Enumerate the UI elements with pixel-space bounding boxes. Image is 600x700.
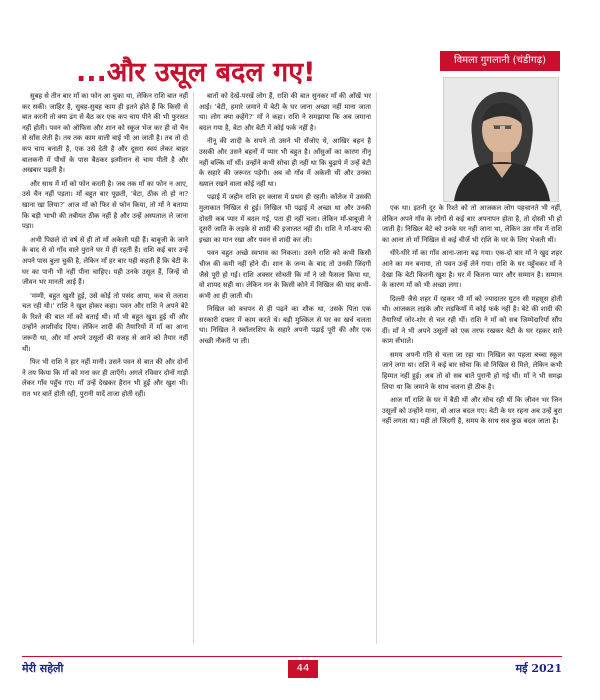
paragraph: दिल्ली जैसे शहर में रहकर भी माँ को ज्यादातर घुटन सी महसूस होती थी। आजकल लड़के और लड़कियाँ में कोई फर्क नहीं है। बेटे की शादी की तैयारियाँ जोर-शोर से चल रही थीं। राशि ने माँ को सब जिम्मेदारियाँ सौंप दीं। माँ ने भी अपने उसूलों को एक तरफ रखकर बेटी के घर रहकर सारे काम सँभाले।: [382, 294, 562, 346]
paragraph: समय अपनी गति से चला जा रहा था। निखिल का पहला बच्चा स्कूल जाने लगा था। राशि ने कई बार सोचा कि वो निखिल से मिले, लेकिन कभी हिम्मत नहीं हुई। अब तो वो सब बातें पुरानी हो गई थीं। माँ ने भी समझ लिया था कि जमाने के साथ चलना ही ठीक है।: [382, 350, 562, 391]
paragraph: फिर भी राशि ने हार नहीं मानी। उसने पवन से बात की और दोनों ने तय किया कि माँ को मना कर ही लाएँगे। अगले रविवार दोनों गाड़ी लेकर गाँव पहुँच गए। माँ उन्हें देखकर हैरान भी हुईं और खुश भी। रात भर बातें होती रहीं, पुरानी यादें ताजा होती रहीं।: [22, 358, 188, 399]
article-title: ...और उसूल बदल गए!: [76, 57, 316, 88]
magazine-name: मेरी सहेली: [22, 662, 64, 675]
article-body: [22, 91, 562, 646]
text-column-2: [199, 91, 371, 646]
paragraph: धीरे-धीरे माँ का गाँव आना-जाना बढ़ गया। एक-दो बार माँ ने खुद शहर आने का मन बनाया, तो पवन उन्हें लेने गया। राशि के घर पहुँचकर माँ ने देखा कि बेटी कितनी खुश है। घर में कितना प्यार और सम्मान है। सम्मान के कारण माँ को भी अच्छा लगा।: [382, 249, 562, 290]
paragraph: निखिल को बचपन से ही पढ़ने का शौक था, उसके पिता एक सरकारी दफ्तर में काम करते थे। बड़ी मुश्किल से घर का खर्च चलता था। निखिल ने स्कॉलरशिप के सहारे अपनी पढ़ाई पूरी की और एक अच्छी नौकरी पा ली।: [199, 305, 371, 346]
author-byline: विमला गुगलानी (चंडीगढ़): [440, 51, 560, 71]
paragraph: एक था। इतनी दूर के रिश्ते को तो आजकल लोग पहचानते भी नहीं, लेकिन अपने गाँव के लोगों से कई बार अपनापन होता है, तो दोस्ती भी हो जाती है। निखिल बेटे को उनके घर नहीं जाना था, लेकिन उस गाँव में राशि का आना तो माँ निखिल से कई चीजें भी राशि के घर के लिए भेजती थीं।: [382, 204, 562, 244]
paragraph: पवन बहुत अच्छे स्वभाव का निकला। उसने राशि को कभी किसी चीज की कमी नहीं होने दी। शान के जन्म के बाद तो उनकी जिंदगी जैसे पूरी हो गई। राशि अक्सर सोचती कि माँ ने जो फैसला किया था, वो शायद सही था। लेकिन मन के किसी कोने में निखिल की याद कभी-कभी आ ही जाती थी।: [199, 249, 371, 300]
paragraph: सुबह से तीन बार माँ का फोन आ चुका था, लेकिन राशि बात नहीं कर सकी। जाहिर है, सुबह-सुबह काम ही इतने होते हैं कि किसी से बात करनी तो क्या ढंग से बैठ कर एक कप चाय पीने की भी फुरसत नहीं होती। पवन को ऑफिस और शान को स्कूल भेज कर ही वो चैन से साँस लेती है। तब तक काम वाली बाई भी आ जाती है। तब तो दो कप चाय बनाती है, एक उसे देती है और दूसरा स्वयं लेकर बाहर बालकनी में पौधों के पास बैठकर इत्मीनान से चाय पीती है और अखबार पढ़ती है।: [22, 92, 188, 175]
issue-date: मई 2021: [515, 662, 562, 675]
text-column-3: [382, 91, 562, 646]
paragraph: 'मम्मी, बहुत खुशी हुई, उसे कोई तो पसंद आया, कब से तलाश चल रही थी।' राशि ने खुश होकर कहा। पवन और राशि ने अपने बेटे के रिश्ते की बात माँ को बताई थी। माँ भी बहुत खुश हुई थीं और उन्होंने आशीर्वाद दिया। लेकिन शादी की तैयारियों में माँ का आना जरूरी था, और माँ अपने उसूलों की वजह से आने को तैयार नहीं थीं।: [22, 291, 188, 353]
text-column-1: [22, 91, 188, 646]
paragraph: आज माँ राशि के घर में बैठी थीं और सोच रही थीं कि जीवन भर जिन उसूलों को उन्होंने माना, वो आज बदल गए। बेटी के घर रहना अब उन्हें बुरा नहीं लगता था। यही तो जिंदगी है, समय के साथ सब कुछ बदल जाता है।: [382, 396, 562, 426]
page-number: 44: [288, 660, 318, 678]
paragraph: बातों को देखें-परखें लोग हैं, राशि की बात सुनकर माँ की आँखें भर आईं। 'बेटी, हमारे जमाने में बेटी के घर जाना अच्छा नहीं माना जाता था। लोग क्या कहेंगे?' माँ ने कहा। राशि ने समझाया कि अब जमाना बदल गया है, बेटा और बेटी में कोई फर्क नहीं है।: [199, 92, 371, 132]
paragraph: नीनू की शादी के सपने तो उसने भी सँजोए थे, आखिर बहन है उसकी और उसने बहनों में प्यार भी बहुत है। आँसुओं का कारण नीनू नहीं बल्कि माँ थीं। उन्होंने कभी सोचा ही नहीं था कि बुढ़ापे में उन्हें बेटी के सहारे की जरूरत पड़ेगी। अब वो गाँव में अकेली थीं और उनका ख्याल रखने वाला कोई नहीं था।: [199, 137, 371, 188]
paragraph: अभी पिछले दो वर्ष से ही तो माँ अकेली पड़ी हैं। बाबूजी के जाने के बाद से वो गाँव वाले पुराने घर में ही रहती हैं। राशि कई बार उन्हें अपने पास बुला चुकी है, लेकिन माँ हर बार यही कहती हैं कि बेटी के घर का पानी भी नहीं पीना चाहिए। यही उनके उसूल हैं, जिन्हें वो जीवन भर मानती आई हैं।: [22, 235, 188, 287]
paragraph: पढ़ाई में जहीन राशि हर क्लास में प्रथम ही रहती। कॉलेज में उसकी मुलाकात निखिल से हुई। निखिल भी पढ़ाई में अच्छा था और उनकी दोस्ती कब प्यार में बदल गई, पता ही नहीं चला। लेकिन माँ-बाबूजी ने दूसरी जाति के लड़के से शादी की इजाजत नहीं दी। राशि ने माँ-बाप की इच्छा का मान रखा और पवन से शादी कर ली।: [199, 193, 371, 244]
footer-rule: [22, 656, 562, 657]
paragraph: और साथ में माँ को फोन करती है। जब तक माँ का फोन न आए, उसे चैन नहीं पड़ता। माँ बहुत बार पूछती, 'बेटा, ठीक तो हो ना? खाना खा लिया?' आज माँ को फिर से फोन किया, तो माँ ने बताया कि बड़ी भाभी की तबीयत ठीक नहीं है और उन्हें अस्पताल ले जाना पड़ा।: [22, 179, 188, 231]
